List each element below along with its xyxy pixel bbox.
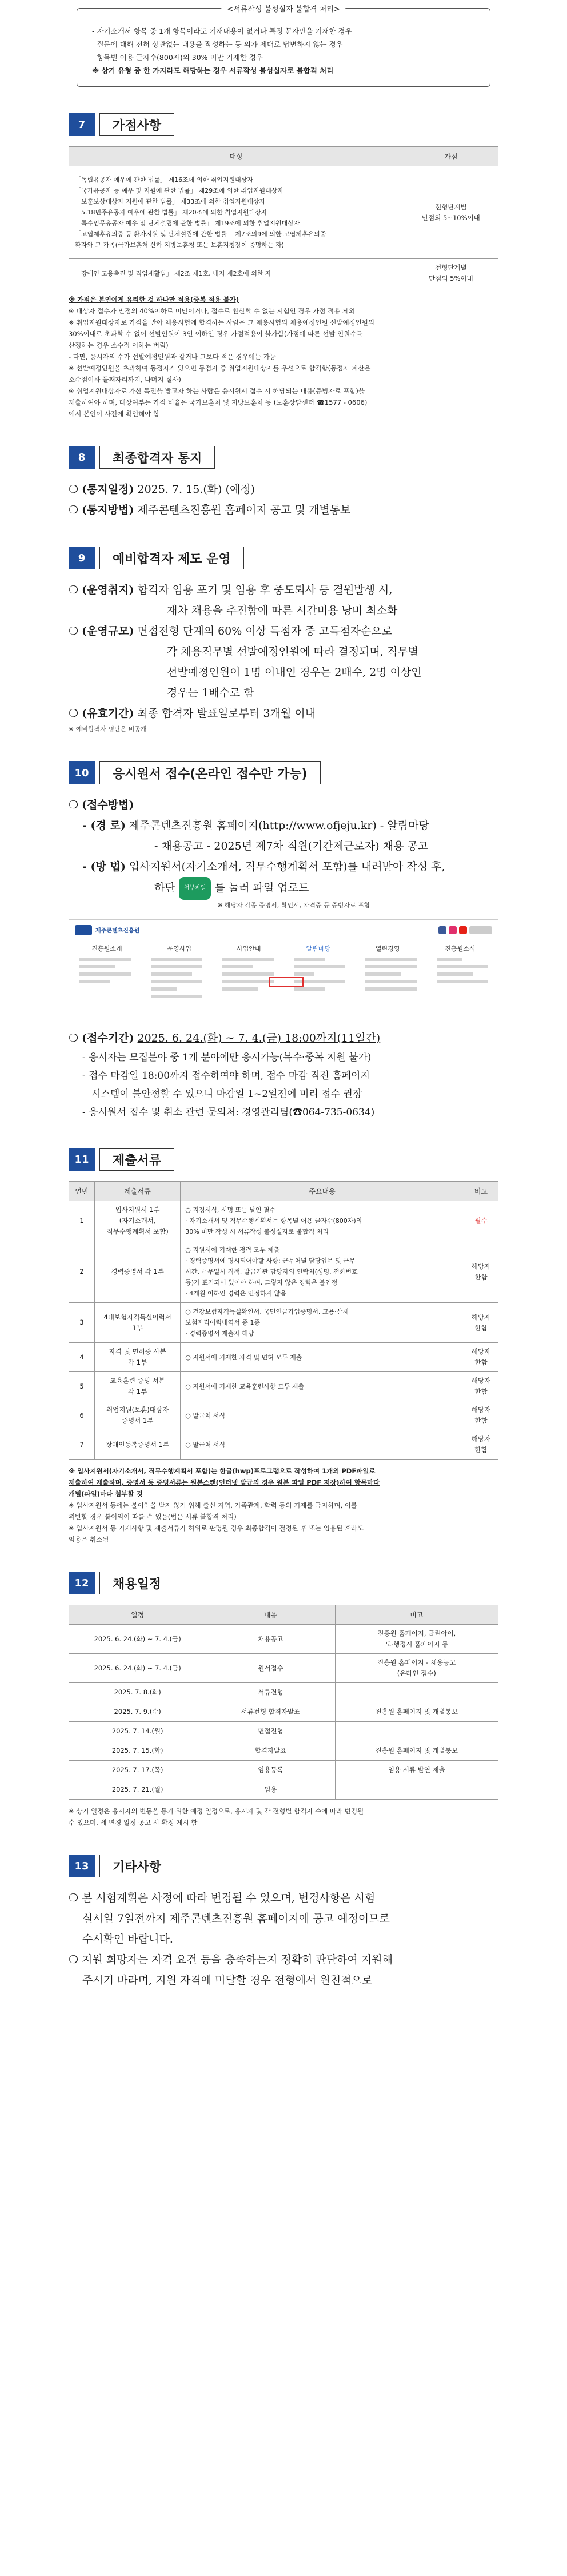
- doc-cell-no: 2: [69, 1241, 95, 1303]
- col-header: 연번: [69, 1182, 95, 1201]
- website-screenshot: [69, 919, 498, 1023]
- schedule-notes: [69, 1805, 498, 1828]
- doc-cell-note: 해당자 한함: [464, 1430, 498, 1460]
- section-title: 예비합격자 제도 운영: [99, 547, 244, 569]
- target-line: 「특수임무유공자 예우 및 단체설립에 관한 법률」 제19조에 의한 취업지원대상자: [75, 220, 300, 227]
- facebook-icon[interactable]: [438, 926, 446, 934]
- menu-column: [294, 958, 345, 1020]
- col-header: 비고: [335, 1605, 498, 1625]
- menu-column: [151, 958, 202, 1020]
- col-header: 내용: [206, 1605, 335, 1625]
- note-line: ※ 상기 일정은 응시자의 변동을 등기 위한 예정 일정으로, 응시자 및 각 전형별 합격자 수에 따라 변경될: [69, 1807, 364, 1815]
- item-text: 수시확인 바랍니다.: [82, 1933, 173, 1945]
- note-line: ※ 입사지원서(자기소개서, 직무수행계획서 포함)는 한글(hwp)프로그램으로 작성하여 1개의 PDF파일로: [69, 1467, 376, 1475]
- target-line: 「고엽제후유의증 등 환자지원 및 단체설립에 관한 법률」 제7조의9에 의한 고엽제후유의증: [75, 230, 326, 238]
- item-text: 합격자 임용 포기 및 임용 후 중도퇴사 등 결원발생 시,: [137, 584, 393, 596]
- doc-cell-note: 해당자 한함: [464, 1343, 498, 1372]
- doc-cell-desc: ○ 발급처 서식: [181, 1430, 464, 1460]
- doc-cell-note: 필수: [464, 1201, 498, 1241]
- section-10-header: [69, 761, 498, 784]
- doc-cell-desc: ○ 지원서에 기재한 경력 모두 제출 · 경력증명서에 명시되어야할 사항: 근무처별 담당업무 및 근무 시간, 근무일시 직책, 발급기관 담당자의 연락처(성명, 전화번호 등)가 표기되어 있어야 하며, 그렇지 않은 경력은 불인정 · 4개월 이하인 경력은 인정하지 않음: [181, 1241, 464, 1303]
- etc-item: ❍ 본 시험계획은 사정에 따라 변경될 수 있으며, 변경사항은 시험: [69, 1892, 376, 1904]
- note-line: ※ 입사지원서 등에는 불이익을 받지 않기 위해 출신 지역, 가족관계, 학력 등의 기재를 금지하며, 이를: [69, 1501, 358, 1509]
- bonus-notes: [69, 294, 498, 420]
- col-header: 일정: [69, 1605, 206, 1625]
- schedule-cell-date: 2025. 6. 24.(화) ~ 7. 4.(금): [69, 1625, 206, 1654]
- col-header: 제출서류: [95, 1182, 181, 1201]
- item-label: (접수방법): [82, 799, 134, 811]
- upload-line: [69, 877, 498, 900]
- schedule-cell-content: 임용등록: [206, 1761, 335, 1780]
- doc-cell-doc: 취업지원(보훈)대상자 증명서 1부: [95, 1401, 181, 1430]
- schedule-cell-content: 합격자발표: [206, 1741, 335, 1761]
- item-label: (접수기간): [82, 1032, 134, 1044]
- target-line: 「독립유공자 예우에 관한 법률」 제16조에 의한 취업지원대상자: [75, 176, 253, 184]
- schedule-cell-content: 서류전형 합격자발표: [206, 1702, 335, 1722]
- section-9-header: [69, 547, 498, 569]
- schedule-cell-content: 서류전형: [206, 1683, 335, 1702]
- item-label: (유효기간): [82, 707, 134, 720]
- note-line: 제출하여야 하며, 대상여부는 가점 비율은 국가보훈처 및 지방보훈처 등 (보훈상담센터 ☎1577 - 0606): [69, 398, 368, 406]
- highlight-box: [269, 977, 304, 987]
- item-text: 하단: [154, 882, 175, 894]
- note-line: ※ 취업지원대상자로 가산 특전을 받고자 하는 사람은 응시원서 접수 시 해당되는 내용(증빙자료 포함)을: [69, 387, 365, 395]
- menu-column: [365, 958, 417, 1020]
- item-text: 최종 합격자 발표일로부터 3개월 이내: [137, 707, 316, 720]
- schedule-cell-content: 면접전형: [206, 1722, 335, 1741]
- method-heading: ❍ (접수방법): [69, 799, 134, 811]
- nav-item-active[interactable]: 알림마당: [306, 945, 330, 952]
- item-text: - 채용공고 - 2025년 제7차 직원(기간제근로자) 채용 공고: [154, 840, 429, 852]
- instagram-icon[interactable]: [449, 926, 457, 934]
- menu-column: [437, 958, 488, 1020]
- item-text: 입사지원서(자기소개서, 직무수행계획서 포함)를 내려받아 작성 후,: [129, 860, 445, 873]
- note-line: - 다만, 응시자의 수가 선발예정인원과 같거나 그보다 적은 경우에는 가능: [69, 353, 276, 361]
- doc-cell-desc: ○ 발급처 서식: [181, 1401, 464, 1430]
- item-text: 실시일 7일전까지 제주콘텐츠진흥원 홈페이지에 공고 예정이므로: [82, 1912, 390, 1925]
- table-row: [69, 1241, 498, 1303]
- schedule-cell-date: 2025. 7. 9.(수): [69, 1702, 206, 1722]
- schedule-cell-date: 2025. 7. 21.(월): [69, 1780, 206, 1800]
- table-row: [69, 1430, 498, 1460]
- notice-box: [77, 5, 490, 87]
- note-line: ※ 취업지원대상자로 가점을 받아 채용시험에 합격하는 사람은 그 채용시험의 채용예정인원 선발예정인원의: [69, 318, 374, 326]
- website-nav: [69, 944, 498, 953]
- target-line: 환자와 그 가족(국가보훈처 산하 지방보훈청 또는 보훈지청장이 증명하는 자): [75, 241, 284, 249]
- schedule-cell-content: 채용공고: [206, 1625, 335, 1654]
- note-line: ※ 예비합격자 명단은 비공개: [69, 725, 147, 733]
- note-line: ※ 해당자 각종 증명서, 확인서, 자격증 등 증빙자료 포함: [217, 902, 370, 909]
- schedule-cell-date: 2025. 7. 8.(화): [69, 1683, 206, 1702]
- website-header: [69, 920, 498, 940]
- doc-cell-no: 6: [69, 1401, 95, 1430]
- section-13-header: [69, 1855, 498, 1877]
- item-text: 제주콘텐츠진흥원 홈페이지(http://www.ofjeju.kr) - 알림마당: [129, 819, 429, 832]
- points-line: 만점의 5%이내: [429, 274, 473, 282]
- section-8-header: [69, 446, 498, 469]
- target-line: 「국가유공자 등 예우 및 지원에 관한 법률」 제29조에 의한 취업지원대상자: [75, 187, 284, 194]
- notice-line: - 항목별 어용 글자수(800자)의 30% 미만 기재한 경우: [92, 53, 263, 62]
- scale-item: ❍ (운영규모) 면접전형 단계의 60% 이상 득점자 중 고득점자순으로: [69, 625, 393, 637]
- search-input[interactable]: [469, 926, 492, 934]
- doc-cell-note: 해당자 한함: [464, 1303, 498, 1343]
- section-number: 9: [69, 547, 95, 569]
- item-label: - (경 로): [82, 819, 126, 832]
- table-row: [69, 1401, 498, 1430]
- section-number: 13: [69, 1855, 95, 1877]
- points-line: 전형단계별: [435, 264, 467, 272]
- doc-cell-desc: ○ 지원서에 기재한 교육훈련사항 모두 제출: [181, 1372, 464, 1401]
- attach-file-button[interactable]: 첨부파일: [179, 877, 211, 900]
- section-number: 8: [69, 446, 95, 469]
- item-text: 지원 희망자는 자격 요건 등을 충족하는지 정확히 판단하여 지원해: [82, 1953, 393, 1966]
- doc-cell-doc: 경력증명서 각 1부: [95, 1241, 181, 1303]
- schedule-cell-date: 2025. 7. 17.(목): [69, 1761, 206, 1780]
- nav-item[interactable]: 진흥원소식: [445, 945, 476, 952]
- item-label: - (방 법): [82, 860, 126, 873]
- col-header-points: 가점: [404, 147, 498, 166]
- schedule-cell-note: 임용 서류 발연 제출: [335, 1761, 498, 1780]
- doc-cell-no: 3: [69, 1303, 95, 1343]
- item-text: 주시기 바라며, 지원 자격에 미달할 경우 전형에서 원천적으로: [82, 1974, 373, 1987]
- website-logo-text: 제주콘텐츠진흥원: [95, 928, 140, 934]
- notice-schedule-item: ❍ (통지일정) 2025. 7. 15.(화) (예정): [69, 483, 255, 496]
- note-line: ※ 입사지원서 등 기재사항 및 제출서류가 허위로 판명될 경우 최종합격이 결정된 후 또는 임용된 후라도: [69, 1524, 364, 1532]
- schedule-cell-note: [335, 1722, 498, 1741]
- item-label: (통지일정): [82, 483, 134, 496]
- points-line: 전형단계별: [435, 202, 467, 211]
- doc-cell-no: 4: [69, 1343, 95, 1372]
- section-number: 12: [69, 1572, 95, 1594]
- validity-item: ❍ (유효기간) 최종 합격자 발표일로부터 3개월 이내: [69, 707, 316, 720]
- table-row: [69, 1722, 498, 1741]
- target-line: 「보훈보상대상자 지원에 관한 법률」 제33조에 의한 취업지원대상자: [75, 198, 266, 205]
- bonus-points-table: [69, 146, 498, 288]
- nav-item[interactable]: 사업안내: [237, 945, 261, 952]
- note-line: ※ 대상자 접수가 만점의 40%이하로 미만이거나, 접수로 환산할 수 없는 시험인 경우 가점 적용 제외: [69, 307, 356, 315]
- nav-item[interactable]: 운영사업: [167, 945, 192, 952]
- route-item: [69, 815, 498, 836]
- item-text: 재차 채용을 추진함에 따른 시간비용 낭비 최소화: [167, 604, 398, 617]
- target-line: 「장애인 고용촉진 및 직업재활법」 제2조 제1호, 내지 제2호에 의한 자: [75, 269, 271, 277]
- method-item: [69, 856, 498, 877]
- target-cell: [69, 259, 404, 288]
- schedule-cell-note: 진흥원 홈페이지 및 개별통보: [335, 1741, 498, 1761]
- youtube-icon[interactable]: [459, 926, 467, 934]
- period-line: - 응시자는 모집분야 중 1개 분야에만 응시가능(복수·중복 지원 불가): [82, 1052, 372, 1063]
- note-line: 수 있으며, 세 변경 일정 공고 시 확정 게시 함: [69, 1819, 198, 1827]
- table-row: [69, 1201, 498, 1241]
- note-line: 제출하여 제출하며, 증명서 등 증빙서류는 원본스캔(인터넷 발급의 경우 원본 파일 PDF 저장)하여 항목마다: [69, 1478, 380, 1486]
- item-text: 선발예정인원이 1명 이내인 경우는 2배수, 2명 이상인: [167, 666, 422, 679]
- table-row: [69, 1303, 498, 1343]
- col-header: 주요내용: [181, 1182, 464, 1201]
- doc-cell-note: 해당자 한함: [464, 1241, 498, 1303]
- documents-table: [69, 1181, 498, 1460]
- table-row: [69, 1761, 498, 1780]
- section-title: 최종합격자 통지: [99, 446, 215, 469]
- item-label: (통지방법): [82, 504, 134, 516]
- doc-cell-doc: 장애인등록증명서 1부: [95, 1430, 181, 1460]
- item-text: 면접전형 단계의 60% 이상 득점자 중 고득점자순으로: [137, 625, 393, 637]
- table-row: [69, 1372, 498, 1401]
- section-title: 제출서류: [99, 1148, 174, 1171]
- logo-icon: [75, 925, 92, 935]
- col-header: 비고: [464, 1182, 498, 1201]
- nav-item[interactable]: 열린경영: [375, 945, 400, 952]
- etc-item: ❍ 지원 희망자는 자격 요건 등을 충족하는지 정확히 판단하여 지원해: [69, 1953, 393, 1966]
- schedule-cell-note: 진흥원 홈페이지, 클린아이, 도·행정시 홈페이지 등: [335, 1625, 498, 1654]
- note-line: 소수점이하 둘째자리까지, 나머지 절사): [69, 376, 181, 384]
- page: [0, 5, 567, 1991]
- section-title: 가점사항: [99, 113, 174, 136]
- nav-item[interactable]: 진흥원소개: [91, 945, 122, 952]
- table-row: [69, 1654, 498, 1683]
- purpose-item: ❍ (운영취지) 합격자 임용 포기 및 임용 후 중도퇴사 등 결원발생 시,: [69, 584, 393, 596]
- doc-cell-doc: 교육훈련 증빙 서본 각 1부: [95, 1372, 181, 1401]
- notice-method-item: ❍ (통지방법) 제주콘텐츠진흥원 홈페이지 공고 및 개별통보: [69, 504, 351, 516]
- schedule-cell-date: 2025. 7. 14.(월): [69, 1722, 206, 1741]
- doc-cell-desc: ○ 지정서식, 서명 또는 날인 필수 · 자기소개서 및 직무수행계획서는 항목별 어용 글자수(800자)의 30% 미만 작성 시 서류작성 불성실자로 불합격 처리: [181, 1201, 464, 1241]
- doc-cell-no: 7: [69, 1430, 95, 1460]
- notice-line: - 질문에 대해 전혀 상관없는 내용을 작성하는 등 의가 제대로 답변하지 않는 경우: [92, 40, 343, 49]
- schedule-cell-note: [335, 1780, 498, 1800]
- points-cell: [404, 166, 498, 259]
- note-line: ※ 가점은 본인에게 유리한 것 하나만 적용(중복 적용 불가): [69, 296, 239, 304]
- note-line: ※ 선발예정인원을 초과하여 동점자가 있으면 동점자 중 취업지원대상자를 우선으로 합격함(동점자 계산은: [69, 364, 371, 372]
- schedule-table: [69, 1605, 498, 1800]
- schedule-cell-content: 임용: [206, 1780, 335, 1800]
- schedule-cell-content: 원서접수: [206, 1654, 335, 1683]
- menu-column: [79, 958, 131, 1020]
- note-line: 30%이내로 초과할 수 없어 선발인원이 3인 이하인 경우 가점적용이 불가함(가점에 따른 선발 인원수를: [69, 330, 363, 338]
- table-row: [69, 1741, 498, 1761]
- section-12-header: [69, 1572, 498, 1594]
- period-line: - 접수 마감일 18:00까지 접수하여야 하며, 접수 마감 직전 홈페이지: [82, 1070, 370, 1082]
- table-row: [69, 1625, 498, 1654]
- schedule-cell-note: 진흥원 홈페이지 - 채용공고 (온라인 접수): [335, 1654, 498, 1683]
- table-row: [69, 1343, 498, 1372]
- doc-cell-doc: 입사지원서 1부 (자기소개서, 직무수행계획서 포함): [95, 1201, 181, 1241]
- table-row: [69, 166, 498, 259]
- notice-line: - 자기소개서 항목 중 1개 항목이라도 기재내용이 없거나 특정 문자만을 기재한 경우: [92, 27, 352, 35]
- item-text: 제주콘텐츠진흥원 홈페이지 공고 및 개별통보: [137, 504, 351, 516]
- table-row: [69, 1780, 498, 1800]
- section-7-header: [69, 113, 498, 136]
- section-number: 7: [69, 113, 95, 136]
- notice-title: <서류작성 불성실자 불합격 처리>: [221, 3, 345, 14]
- section-11-header: [69, 1148, 498, 1171]
- item-text: 본 시험계획은 사정에 따라 변경될 수 있으며, 변경사항은 시험: [82, 1892, 376, 1904]
- points-line: 만점의 5~10%이내: [422, 213, 480, 222]
- schedule-cell-date: 2025. 6. 24.(화) ~ 7. 4.(금): [69, 1654, 206, 1683]
- item-label: (운영취지): [82, 584, 134, 596]
- item-text: 경우는 1배수로 함: [167, 687, 254, 699]
- section-title: 응시원서 접수(온라인 접수만 가능): [99, 761, 321, 784]
- item-text: 2025. 7. 15.(화) (예정): [137, 483, 255, 496]
- table-row: [69, 1683, 498, 1702]
- period-line: - 응시원서 접수 및 취소 관련 문의처: 경영관리팀(☎064-735-0634): [82, 1107, 375, 1118]
- table-row: [69, 259, 498, 288]
- notice-bold-line: ※ 상기 유형 중 한 가지라도 해당하는 경우 서류작성 불성실자로 불합격 처리: [92, 66, 334, 75]
- item-label: (운영규모): [82, 625, 134, 637]
- col-header-target: 대상: [69, 147, 404, 166]
- item-text: 2025. 6. 24.(화) ~ 7. 4.(금) 18:00까지(11일간): [137, 1032, 381, 1044]
- schedule-cell-note: [335, 1683, 498, 1702]
- doc-cell-note: 해당자 한함: [464, 1401, 498, 1430]
- doc-cell-no: 5: [69, 1372, 95, 1401]
- doc-cell-doc: 4대보험자격득실이력서 1부: [95, 1303, 181, 1343]
- section-number: 11: [69, 1148, 95, 1171]
- note-line: 임용은 취소됨: [69, 1536, 109, 1544]
- period-item: ❍ (접수기간) 2025. 6. 24.(화) ~ 7. 4.(금) 18:00까지(11일간): [69, 1032, 381, 1044]
- item-text: 각 채용직무별 선발예정인원에 따라 결정되며, 직무별: [167, 645, 419, 658]
- doc-cell-desc: ○ 건강보험자격득실확인서, 국민연금가입증명서, 고용·산재 보험자격이력내역서 중 1종 · 경력증명서 제출자 해당: [181, 1303, 464, 1343]
- schedule-cell-date: 2025. 7. 15.(화): [69, 1741, 206, 1761]
- section-title: 채용일정: [99, 1572, 174, 1594]
- note-line: 위반할 경우 불이익이 따를 수 있음(법은 서류 불합격 처리): [69, 1513, 237, 1521]
- section-title: 기타사항: [99, 1855, 174, 1877]
- doc-cell-desc: ○ 지원서에 기재한 자격 및 면허 모두 제출: [181, 1343, 464, 1372]
- target-line: 「5.18민주유공자 예우에 관한 법률」 제20조에 의한 취업지원대상자: [75, 209, 267, 216]
- section-number: 10: [69, 761, 95, 784]
- note-line: 산정하는 경우 소수점 이하는 버림): [69, 341, 169, 349]
- table-row: [69, 1702, 498, 1722]
- doc-cell-no: 1: [69, 1201, 95, 1241]
- points-cell: [404, 259, 498, 288]
- target-cell: [69, 166, 404, 259]
- menu-column: [222, 958, 274, 1020]
- item-text: 를 눌러 파일 업로드: [214, 882, 309, 894]
- documents-notes: [69, 1465, 498, 1545]
- schedule-cell-note: 진흥원 홈페이지 및 개별통보: [335, 1702, 498, 1722]
- website-menu-columns: [69, 958, 498, 1020]
- doc-cell-doc: 자격 및 면허증 사본 각 1부: [95, 1343, 181, 1372]
- doc-cell-note: 해당자 한함: [464, 1372, 498, 1401]
- period-line: 시스템이 불안정할 수 있으니 마감일 1~2일전에 미리 접수 권장: [91, 1088, 362, 1100]
- note-line: 개별(파일)마다 첨부할 것: [69, 1490, 143, 1498]
- note-line: 에서 본인이 사전에 확인해야 함: [69, 410, 160, 418]
